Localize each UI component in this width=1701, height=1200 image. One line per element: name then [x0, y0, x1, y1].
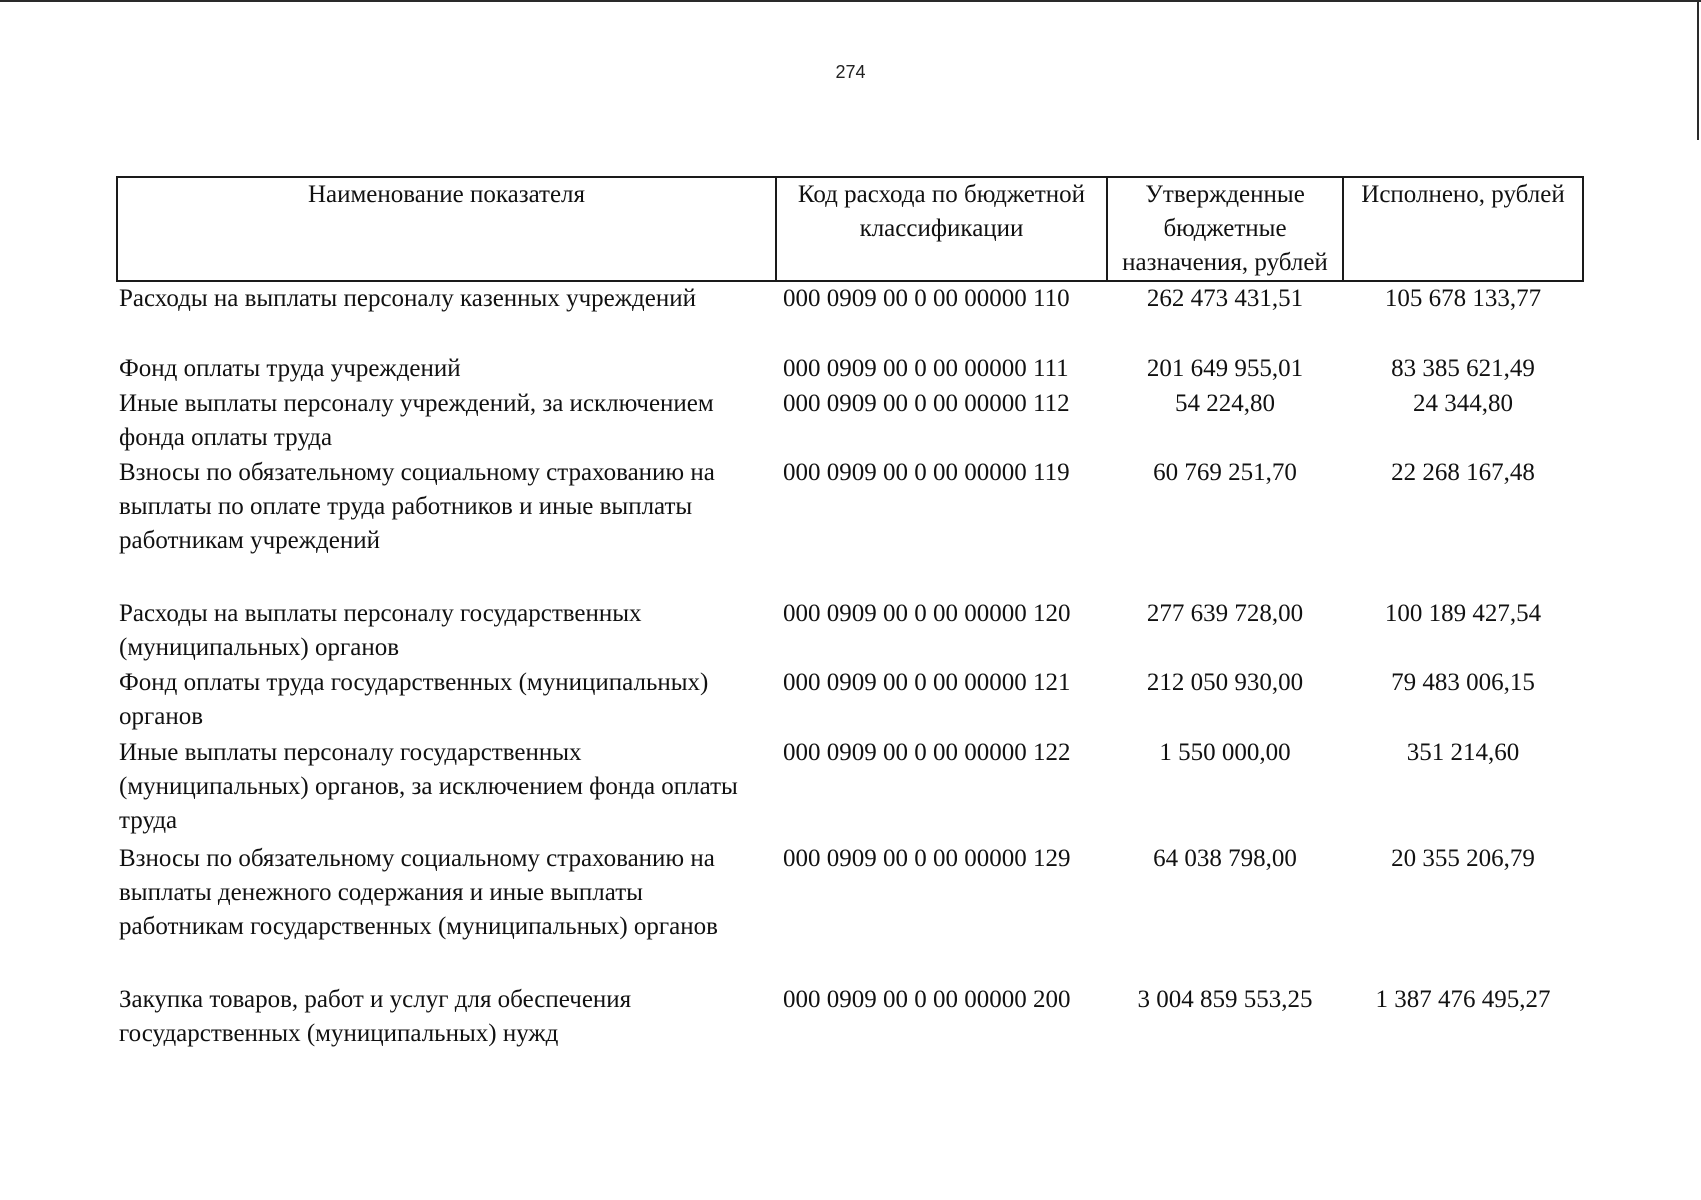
row-budget-code: 000 0909 00 0 00 00000 120	[783, 600, 1071, 627]
row-executed-amount: 24 344,80	[1413, 390, 1513, 417]
table-row	[117, 736, 1583, 842]
header-indicator-name: Наименование показателя	[117, 177, 776, 281]
row-indicator-name: Расходы на выплаты персоналу казенных учреждений	[119, 285, 696, 312]
table-header-row	[117, 177, 1583, 281]
row-approved-amount: 54 224,80	[1175, 390, 1275, 417]
row-executed-amount: 351 214,60	[1406, 739, 1520, 766]
header-executed-amount: Исполнено, рублей	[1343, 177, 1583, 281]
row-executed-amount: 83 385 621,49	[1391, 355, 1535, 382]
row-approved-amount: 1 550 000,00	[1159, 739, 1291, 766]
row-executed-amount: 105 678 133,77	[1384, 285, 1542, 312]
row-approved-amount: 60 769 251,70	[1153, 459, 1297, 486]
row-budget-code: 000 0909 00 0 00 00000 121	[783, 669, 1071, 696]
row-indicator-name: Иные выплаты персоналу учреждений, за исключением фонда оплаты труда	[119, 390, 714, 451]
table-row	[117, 456, 1583, 597]
budget-expenditure-table	[116, 176, 1584, 1053]
row-indicator-name: Взносы по обязательному социальному страхованию на выплаты денежного содержания и иные выплаты работникам государственных (муниципальных) органов	[119, 845, 718, 940]
row-approved-amount: 262 473 431,51	[1146, 285, 1304, 312]
table-row	[117, 352, 1583, 387]
row-budget-code: 000 0909 00 0 00 00000 110	[783, 285, 1070, 312]
table-row	[117, 983, 1583, 1053]
row-budget-code: 000 0909 00 0 00 00000 129	[783, 845, 1071, 872]
row-budget-code: 000 0909 00 0 00 00000 122	[783, 739, 1071, 766]
row-executed-amount: 22 268 167,48	[1391, 459, 1535, 486]
row-budget-code: 000 0909 00 0 00 00000 111	[783, 355, 1069, 382]
header-budget-code: Код расхода по бюджетной классификации	[776, 177, 1107, 281]
row-approved-amount: 64 038 798,00	[1153, 845, 1297, 872]
header-approved-amount: Утвержденные бюджетные назначения, рублей	[1107, 177, 1343, 281]
row-executed-amount: 1 387 476 495,27	[1375, 986, 1551, 1013]
page-top-border	[0, 0, 1701, 2]
row-indicator-name: Фонд оплаты труда учреждений	[119, 355, 461, 382]
row-indicator-name: Фонд оплаты труда государственных (муниципальных) органов	[119, 669, 709, 730]
row-approved-amount: 277 639 728,00	[1146, 600, 1304, 627]
row-executed-amount: 100 189 427,54	[1384, 600, 1542, 627]
row-budget-code: 000 0909 00 0 00 00000 119	[783, 459, 1070, 486]
row-indicator-name: Взносы по обязательному социальному страхованию на выплаты по оплате труда работников и иные выплаты работникам учреждений	[119, 459, 715, 554]
table-row	[117, 666, 1583, 736]
row-approved-amount: 201 649 955,01	[1146, 355, 1304, 382]
table-row	[117, 281, 1583, 352]
row-executed-amount: 20 355 206,79	[1391, 845, 1535, 872]
row-approved-amount: 3 004 859 553,25	[1137, 986, 1313, 1013]
table-row	[117, 597, 1583, 666]
row-executed-amount: 79 483 006,15	[1391, 669, 1535, 696]
row-indicator-name: Расходы на выплаты персоналу государственных (муниципальных) органов	[119, 600, 642, 661]
row-budget-code: 000 0909 00 0 00 00000 112	[783, 390, 1070, 417]
row-budget-code: 000 0909 00 0 00 00000 200	[783, 986, 1071, 1013]
row-approved-amount: 212 050 930,00	[1146, 669, 1304, 696]
table-row	[117, 842, 1583, 983]
row-indicator-name: Закупка товаров, работ и услуг для обеспечения государственных (муниципальных) нужд	[119, 986, 632, 1047]
table-row	[117, 387, 1583, 456]
page-number: 274	[835, 62, 866, 82]
row-indicator-name: Иные выплаты персоналу государственных (муниципальных) органов, за исключением фонда оплаты труда	[119, 739, 738, 834]
